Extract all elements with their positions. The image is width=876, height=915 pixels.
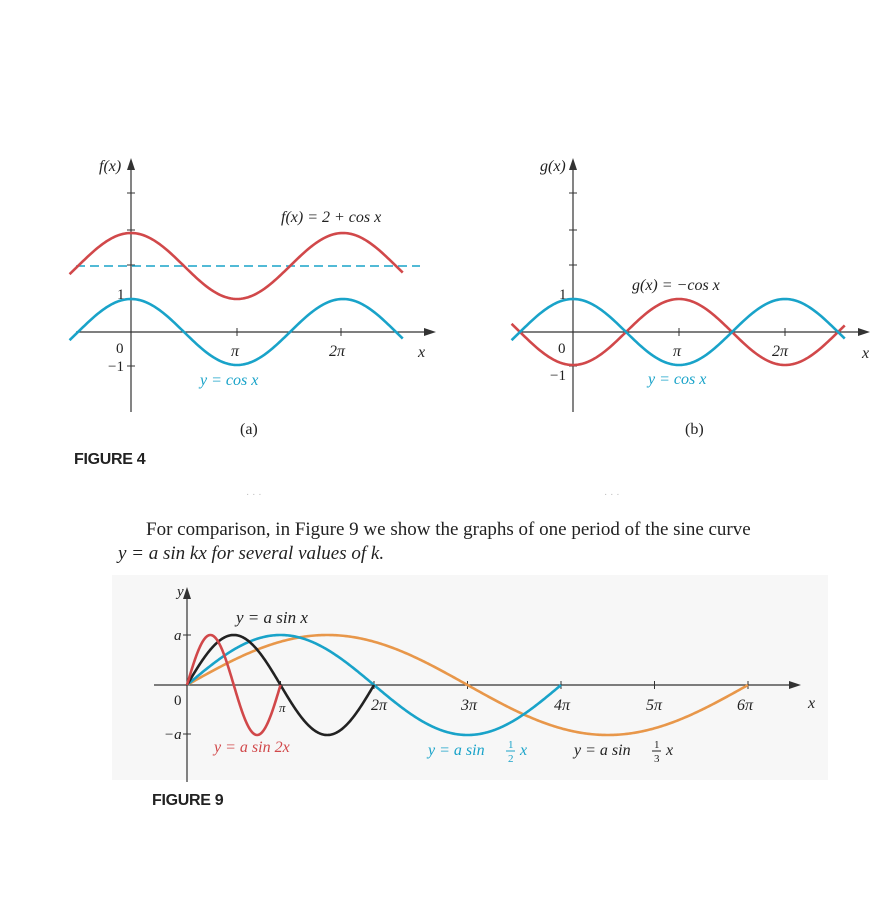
panel-b-red-curve-label: g(x) = −cos x: [632, 277, 720, 294]
panel-a-tick-1: 1: [117, 287, 125, 303]
panel-b-tick-2pi: 2π: [772, 343, 789, 360]
svg-text:y = a sin: y = a sin: [574, 742, 631, 759]
panel-a-tick-0: 0: [116, 341, 124, 357]
figure9-tick-neg-a: −a: [164, 727, 182, 743]
panel-b-x-arrow: [858, 328, 870, 336]
panel-b-tick-pi: π: [673, 343, 682, 360]
panel-b-tick-neg1: −1: [550, 368, 566, 384]
panel-a-label: (a): [240, 421, 258, 438]
figure9-tick-5pi: 5π: [646, 697, 663, 714]
svg-text:· · ·: · · ·: [246, 489, 262, 500]
panel-a-tick-neg1: −1: [108, 359, 124, 375]
panel-b-label: (b): [685, 421, 704, 438]
figure4-panel-b: [512, 158, 870, 438]
svg-text:2: 2: [508, 753, 514, 765]
figure9-x-axis-label: x: [808, 695, 816, 712]
figure9-tick-0: 0: [174, 693, 182, 709]
panel-b-y-arrow: [569, 158, 577, 170]
panel-a-tick-2pi: 2π: [329, 343, 346, 360]
svg-text:x: x: [520, 742, 528, 759]
panel-a-x-arrow: [424, 328, 436, 336]
panel-b-tick-1: 1: [559, 287, 567, 303]
panel-a-lower-curve-label: y = cos x: [200, 372, 259, 389]
panel-a-y-arrow: [127, 158, 135, 170]
figure9-tick-pi: π: [279, 700, 286, 715]
panel-a-upper-curve-label: f(x) = 2 + cos x: [281, 209, 382, 226]
panel-a-y-axis-label: f(x): [99, 158, 122, 175]
panel-b-tick-0: 0: [558, 341, 566, 357]
svg-text:x: x: [666, 742, 674, 759]
figure9-tick-4pi: 4π: [554, 697, 571, 714]
paragraph-line-1: For comparison, in Figure 9 we show the graphs of one period of the sine curve: [146, 519, 751, 540]
figure9-y-axis-label: y: [177, 584, 184, 600]
panel-a-x-axis-label: x: [418, 344, 426, 361]
svg-text:3: 3: [654, 753, 660, 765]
figure9-caption: FIGURE 9: [152, 792, 224, 809]
paragraph-line-2: y = a sin kx for several values of k.: [118, 543, 385, 564]
svg-text:1: 1: [654, 739, 660, 751]
svg-text:1: 1: [508, 739, 514, 751]
figure9-tick-3pi: 3π: [461, 697, 478, 714]
figure9-label-sin-2x: y = a sin 2x: [214, 739, 290, 756]
panel-a-tick-pi: π: [231, 343, 240, 360]
figure4-panel-a: [70, 158, 436, 438]
panel-b-y-axis-label: g(x): [540, 158, 566, 175]
figure9-tick-6pi: 6π: [737, 697, 754, 714]
svg-text:· · ·: · · ·: [604, 489, 620, 500]
figure9-tick-2pi: 2π: [371, 697, 388, 714]
svg-text:y = a sin: y = a sin: [428, 742, 485, 759]
figure9-label-sin-x: y = a sin x: [236, 608, 308, 627]
figure9-tick-a: a: [174, 628, 182, 644]
panel-b-x-axis-label: x: [862, 345, 870, 362]
panel-b-blue-curve-label: y = cos x: [648, 371, 707, 388]
figure4-caption: FIGURE 4: [74, 451, 146, 468]
